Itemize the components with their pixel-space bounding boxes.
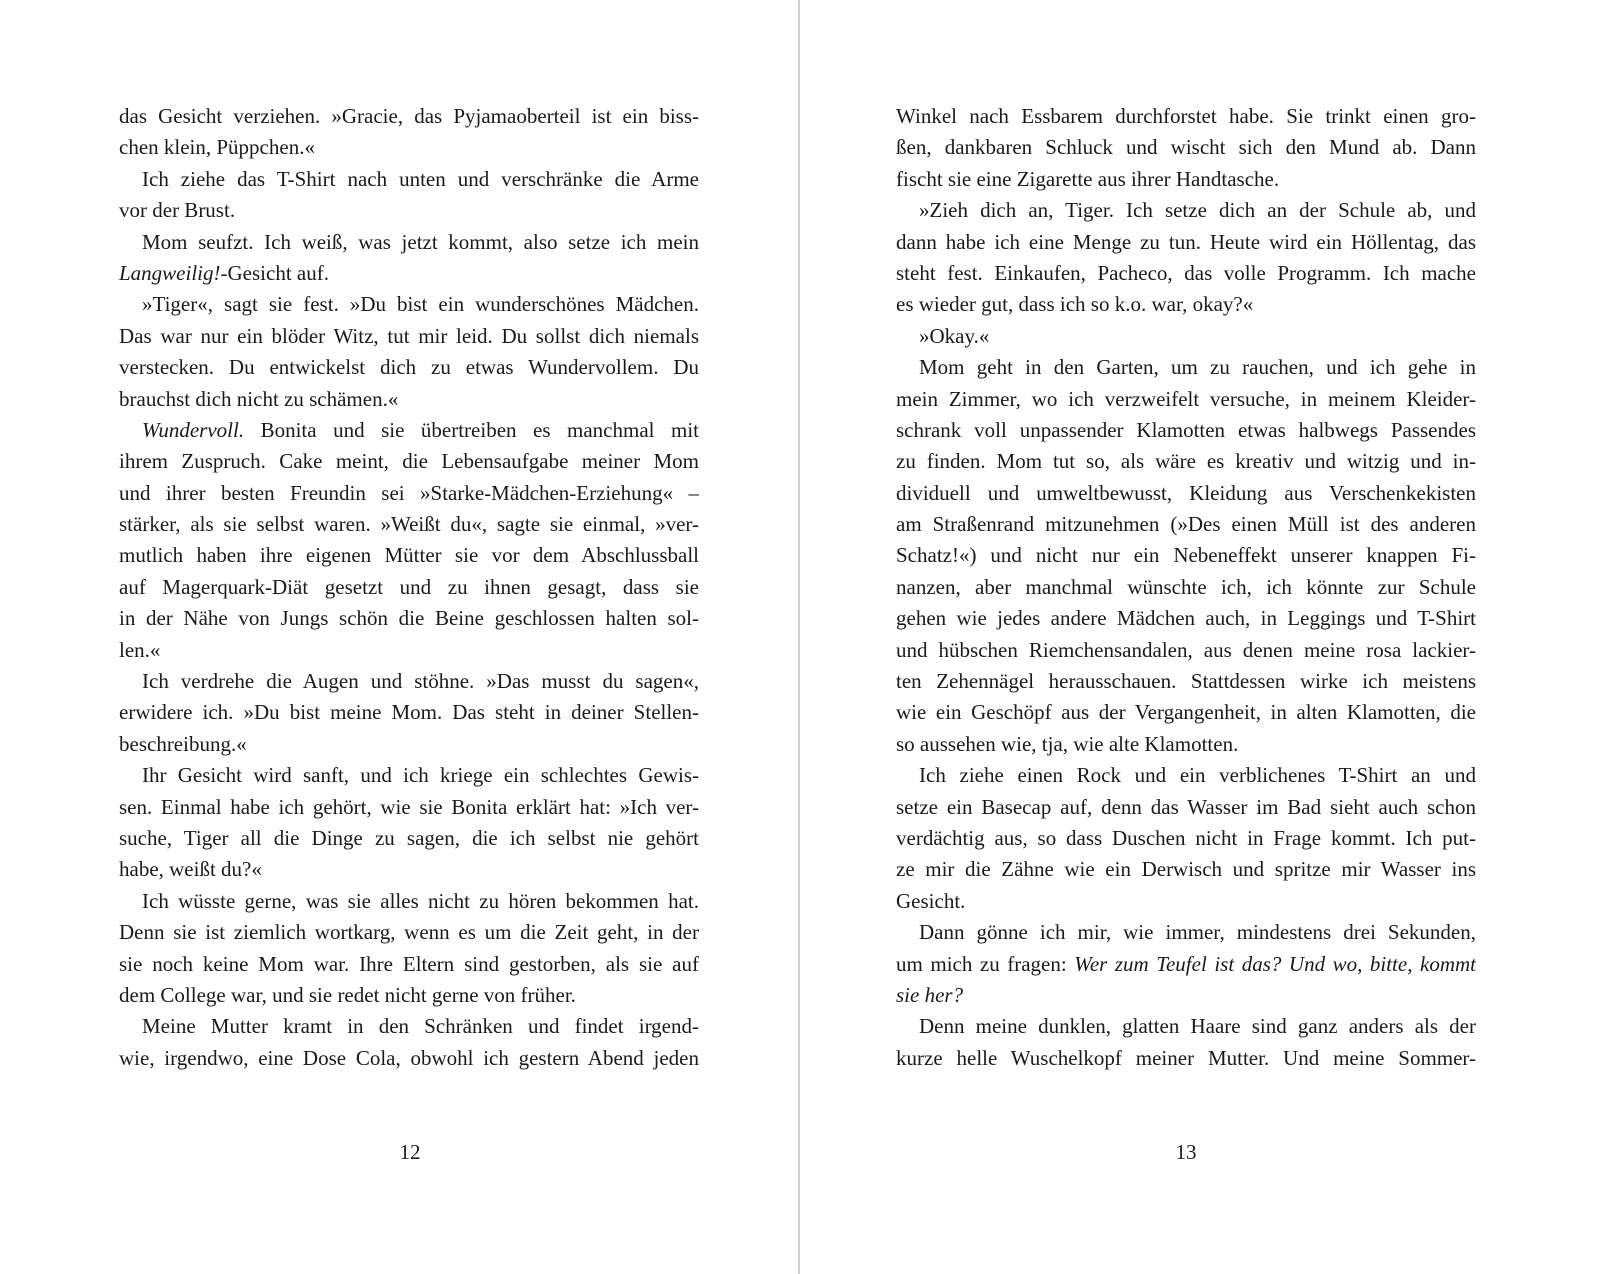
line-text: wie ein Geschöpf aus der Vergangenheit, in alten Klamotten, die [896,700,1476,725]
line-text: auf Magerquark-Diät gesetzt und zu ihnen gesagt, dass sie [119,574,699,599]
line-text: es wieder gut, dass ich so k.o. war, okay?« [896,292,1254,317]
text-line [119,572,699,603]
text-line [896,321,1476,352]
line-text: ßen, dankbaren Schluck und wischt sich den Mund ab. Dann [896,135,1476,160]
text-line [896,949,1476,980]
text-line [119,854,699,885]
right-page [800,0,1600,1274]
text-line [119,509,699,540]
text-line [896,540,1476,571]
text-line [896,1011,1476,1042]
text-line [119,289,699,320]
text-line [119,352,699,383]
line-text: fischt sie eine Zigarette aus ihrer Handtasche. [896,166,1280,191]
text-line [896,258,1476,289]
text-line [119,1043,699,1074]
text-line [896,729,1476,760]
page-number-right: 13 [1175,1140,1197,1164]
text-line [119,666,699,697]
text-line [119,980,699,1011]
text-line [119,792,699,823]
text-line [896,886,1476,917]
line-text: so aussehen wie, tja, wie alte Klamotten. [896,731,1239,756]
line-text: stärker, als sie selbst waren. »Weißt du«, sagte sie einmal, »ver- [119,512,699,537]
line-text: Meine Mutter kramt in den Schränken und findet irgend- [142,1014,699,1039]
text-line [896,823,1476,854]
line-text: dividuell und umweltbewusst, Kleidung aus Verschenkekisten [896,480,1476,505]
line-text: Gesicht. [896,888,966,913]
text-line [896,352,1476,383]
text-line [896,132,1476,163]
line-text: zu finden. Mom tut so, als wäre es kreativ und witzig und in- [896,449,1476,474]
text-line [119,886,699,917]
line-text: kurze helle Wuschelkopf meiner Mutter. Und meine Sommer- [896,1045,1476,1070]
line-text: sie noch keine Mom war. Ihre Eltern sind gestorben, als sie auf [119,951,699,976]
text-line [896,572,1476,603]
text-line [896,227,1476,258]
left-page-text [119,101,699,1074]
line-text: sen. Einmal habe ich gehört, wie sie Bonita erklärt hat: »Ich ver- [119,794,699,819]
text-line [119,635,699,666]
line-text: beschreibung.« [119,731,247,756]
text-line [896,289,1476,320]
text-line [896,164,1476,195]
text-line [119,384,699,415]
text-line [896,478,1476,509]
text-line [119,415,699,446]
line-text: Mom seufzt. Ich weiß, was jetzt kommt, also setze ich mein [142,229,699,254]
line-text: Ich ziehe einen Rock und ein verblichenes T-Shirt an und [919,763,1476,788]
line-text: Winkel nach Essbarem durchforstet habe. Sie trinkt einen gro- [896,104,1476,128]
line-text: Schatz!«) und nicht nur ein Nebeneffekt unserer knappen Fi- [896,543,1476,568]
text-line [119,729,699,760]
text-line [119,697,699,728]
text-line [119,446,699,477]
line-text: -Gesicht auf. [220,260,329,285]
text-line [896,195,1476,226]
text-line [896,917,1476,948]
text-line [896,415,1476,446]
text-line [896,792,1476,823]
line-text: gehen wie jedes andere Mädchen auch, in Leggings und T-Shirt [896,606,1476,631]
text-line [119,227,699,258]
line-text: erwidere ich. »Du bist meine Mom. Das steht in deiner Stellen- [119,700,699,725]
line-text: Ich ziehe das T-Shirt nach unten und verschränke die Arme [142,166,699,191]
line-text: ten Zehennägel herausschauen. Stattdessen wirke ich meistens [896,669,1476,694]
line-text: »Tiger«, sagt sie fest. »Du bist ein wunderschönes Mädchen. [142,292,699,317]
line-text: len.« [119,637,161,662]
italic-text: sie her? [896,982,964,1007]
line-text: dem College war, und sie redet nicht gerne von früher. [119,982,576,1007]
text-line [119,321,699,352]
italic-text: Wer zum Teufel ist das? Und wo, bitte, kommt [1074,951,1476,976]
text-line [896,697,1476,728]
line-text: Denn meine dunklen, glatten Haare sind ganz anders als der [919,1014,1476,1039]
line-text: ze mir die Zähne wie ein Derwisch und spritze mir Wasser ins [896,857,1476,882]
line-text: und hübschen Riemchensandalen, aus denen meine rosa lackier- [896,637,1476,662]
text-line [119,823,699,854]
line-text: Dann gönne ich mir, wie immer, mindestens drei Sekunden, [919,920,1476,945]
text-line [896,101,1476,132]
line-text: Mom geht in den Garten, um zu rauchen, und ich gehe in [919,355,1476,380]
text-line [119,478,699,509]
text-line [119,101,699,132]
text-line [896,1043,1476,1074]
line-text: mein Zimmer, wo ich verzweifelt versuche, in meinem Kleider- [896,386,1476,411]
text-line [896,635,1476,666]
line-text: suche, Tiger all die Dinge zu sagen, die ich selbst nie gehört [119,825,699,850]
line-text: in der Nähe von Jungs schön die Beine geschlossen halten sol- [119,606,699,631]
italic-text: Langweilig! [119,260,221,285]
text-line [119,258,699,289]
text-line [896,509,1476,540]
text-line [119,603,699,634]
line-text: Das war nur ein blöder Witz, tut mir leid. Du sollst dich niemals [119,323,699,348]
line-text: Bonita und sie übertreiben es manchmal mit [244,417,699,442]
line-text: das Gesicht verziehen. »Gracie, das Pyjamaoberteil ist ein biss- [119,104,699,128]
text-line [119,195,699,226]
line-text: Ich wüsste gerne, was sie alles nicht zu hören bekommen hat. [142,888,699,913]
text-line [896,854,1476,885]
line-text: nanzen, aber manchmal wünschte ich, ich könnte zur Schule [896,574,1476,599]
line-text: wie, irgendwo, eine Dose Cola, obwohl ich gestern Abend jeden [119,1045,699,1070]
text-line [896,603,1476,634]
text-line [896,446,1476,477]
line-text: und ihrer besten Freundin sei »Starke-Mädchen-Erziehung« – [119,480,699,505]
text-line [119,132,699,163]
line-text: ihrem Zuspruch. Cake meint, die Lebensaufgabe meiner Mom [119,449,699,474]
line-text: dann habe ich eine Menge zu tun. Heute wird ein Höllentag, das [896,229,1476,254]
page-number-left: 12 [399,1140,421,1164]
line-text: »Zieh dich an, Tiger. Ich setze dich an der Schule ab, und [919,198,1476,223]
text-line [119,540,699,571]
text-line [896,980,1476,1011]
line-text: verstecken. Du entwickelst dich zu etwas Wundervollem. Du [119,355,699,380]
line-text: »Okay.« [919,323,990,348]
line-text: chen klein, Püppchen.« [119,135,315,160]
line-text: am Straßenrand mitzunehmen (»Des einen Müll ist des anderen [896,512,1476,537]
line-text: brauchst dich nicht zu schämen.« [119,386,399,411]
line-text: steht fest. Einkaufen, Pacheco, das volle Programm. Ich mache [896,260,1476,285]
line-text: mutlich haben ihre eigenen Mütter sie vor dem Abschlussball [119,543,699,568]
text-line [896,666,1476,697]
line-text: verdächtig aus, so dass Duschen nicht in Frage kommt. Ich put- [896,825,1476,850]
text-line [119,164,699,195]
line-text: Denn sie ist ziemlich wortkarg, wenn es um die Zeit geht, in der [119,920,699,945]
right-page-text [896,101,1476,1074]
text-line [896,384,1476,415]
text-line [119,949,699,980]
text-line [119,1011,699,1042]
line-text: setze ein Basecap auf, denn das Wasser im Bad sieht auch schon [896,794,1476,819]
line-text: vor der Brust. [119,198,236,223]
line-text: Ihr Gesicht wird sanft, und ich kriege ein schlechtes Gewis- [142,763,699,788]
line-text: schrank voll unpassender Klamotten etwas halbwegs Passendes [896,417,1476,442]
italic-text: Wundervoll. [142,417,245,442]
line-text: um mich zu fragen: [896,951,1075,976]
text-line [119,760,699,791]
line-text: Ich verdrehe die Augen und stöhne. »Das musst du sagen«, [142,669,699,694]
line-text: habe, weißt du?« [119,857,262,882]
text-line [896,760,1476,791]
text-line [119,917,699,948]
